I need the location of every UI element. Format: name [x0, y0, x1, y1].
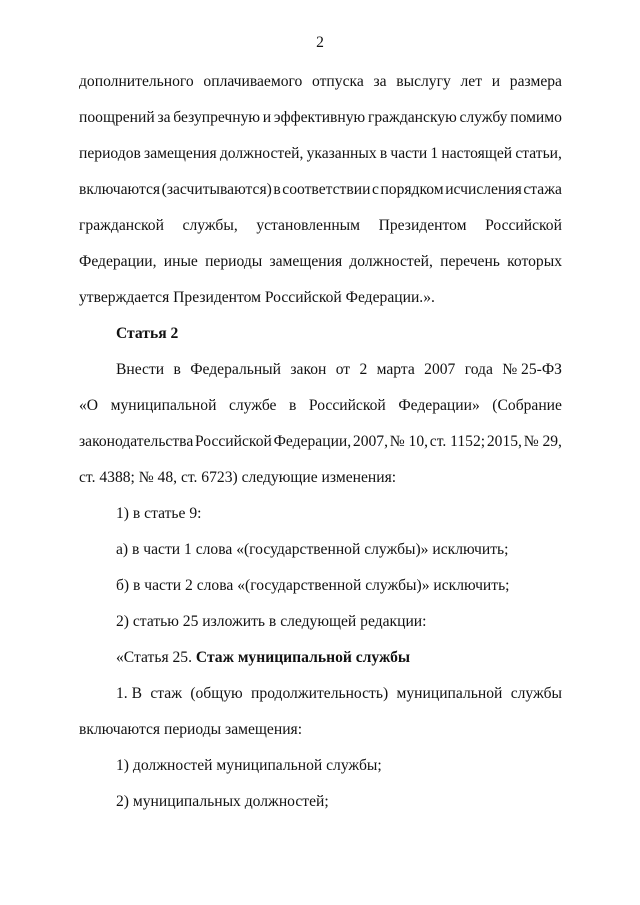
word: за [157, 109, 171, 126]
word: Российской [195, 433, 272, 450]
word: части [390, 145, 428, 162]
list-item: б) в части 2 слова «(государственной службы)» исключить; [116, 577, 510, 594]
word: муниципальной [396, 685, 503, 702]
word: № 29, [523, 433, 562, 450]
word: отпуска [312, 73, 364, 90]
list-item: 1) должностей муниципальной службы; [116, 757, 382, 774]
article-heading: Статья 2 [116, 325, 179, 342]
word: помимо [510, 109, 562, 126]
word: года [464, 361, 493, 378]
word: которых [507, 253, 562, 270]
list-item: 2) муниципальных должностей; [116, 793, 329, 810]
word: и [491, 73, 501, 90]
word: лет [460, 73, 483, 90]
word: размера [509, 73, 562, 90]
word: 1 [430, 145, 439, 162]
paragraph-line [79, 144, 562, 164]
paragraph-line: ст. 4388; № 48, ст. 6723) следующие изменения: [79, 469, 397, 486]
word: Российской [308, 397, 386, 414]
word: порядком [380, 181, 444, 198]
word: службы, [182, 217, 238, 234]
word: периодов [79, 145, 141, 162]
word: от [335, 361, 351, 378]
word: безупречную [173, 109, 261, 126]
word: и [262, 109, 272, 126]
word: 2007, [352, 433, 388, 450]
quoted-article-heading [116, 648, 410, 668]
word: (Собрание [492, 397, 562, 414]
word: Внести [116, 361, 165, 378]
word: эффективную [273, 109, 366, 126]
word: в [379, 145, 388, 162]
word: марта [376, 361, 415, 378]
word: законодательства [79, 433, 194, 450]
word: Федеральный [190, 361, 282, 378]
word: 2007 [424, 361, 456, 378]
word: стажа [523, 181, 562, 198]
word: стаж [150, 685, 182, 702]
word: Президентом [378, 217, 467, 234]
word: Федерации, [273, 433, 352, 450]
paragraph-line [79, 180, 562, 200]
word: включаются [79, 181, 161, 198]
paragraph-line: включаются периоды замещения: [79, 721, 303, 738]
list-item: а) в части 1 слова «(государственной службы)» исключить; [116, 541, 509, 558]
word: Федерации, [79, 253, 157, 270]
word: (засчитываются) [161, 181, 272, 198]
word: Российской [485, 217, 562, 234]
word: за [373, 73, 387, 90]
word: должностей, [349, 253, 433, 270]
word: выслугу [396, 73, 451, 90]
word: службу [459, 109, 508, 126]
word: должностей, [219, 145, 304, 162]
word: гражданскую [367, 109, 457, 126]
word: 2 [359, 361, 368, 378]
word: поощрений [79, 109, 155, 126]
quoted-heading-prefix: «Статья 25. [116, 649, 196, 666]
word: дополнительного [79, 73, 194, 90]
word: периоды [205, 253, 263, 270]
word: 2015, [486, 433, 522, 450]
paragraph-line: утверждается Президентом Российской Федерации.». [79, 289, 435, 306]
word: службе [228, 397, 277, 414]
word: муниципальной [110, 397, 217, 414]
list-item: 1) в статье 9: [116, 505, 202, 522]
word: перечень [440, 253, 500, 270]
word: «О [79, 397, 99, 414]
word: 1. В [116, 685, 142, 702]
word: гражданской [79, 217, 164, 234]
word: закон [290, 361, 327, 378]
word: Федерации» [398, 397, 480, 414]
word: (общую [190, 685, 243, 702]
word: с [371, 181, 379, 198]
paragraph-line [79, 396, 562, 416]
paragraph-line [79, 216, 562, 236]
word: оплачиваемого [203, 73, 303, 90]
paragraph-line [79, 432, 562, 452]
word: в [173, 361, 181, 378]
paragraph-line [116, 684, 562, 704]
page-number: 2 [316, 34, 324, 51]
word: № 10, [389, 433, 429, 450]
word: установленным [256, 217, 361, 234]
word: замещения [269, 253, 343, 270]
word: настоящей [441, 145, 513, 162]
word: исчисления [445, 181, 522, 198]
word: в [289, 397, 297, 414]
paragraph-line [79, 108, 562, 128]
word: статьи, [515, 145, 562, 162]
quoted-heading-title: Стаж муниципальной службы [195, 649, 411, 666]
word: службы [510, 685, 562, 702]
word: № 25-ФЗ [502, 361, 562, 378]
word: ст. 1152; [429, 433, 486, 450]
word: иные [163, 253, 198, 270]
list-item: 2) статью 25 изложить в следующей редакции: [116, 613, 427, 630]
word: продолжительность) [251, 685, 389, 702]
paragraph-line [79, 252, 562, 272]
word: в [273, 181, 281, 198]
word: указанных [306, 145, 377, 162]
word: соответствии [282, 181, 371, 198]
word: замещения [144, 145, 217, 162]
paragraph-line [116, 360, 562, 380]
paragraph-line [79, 72, 562, 92]
